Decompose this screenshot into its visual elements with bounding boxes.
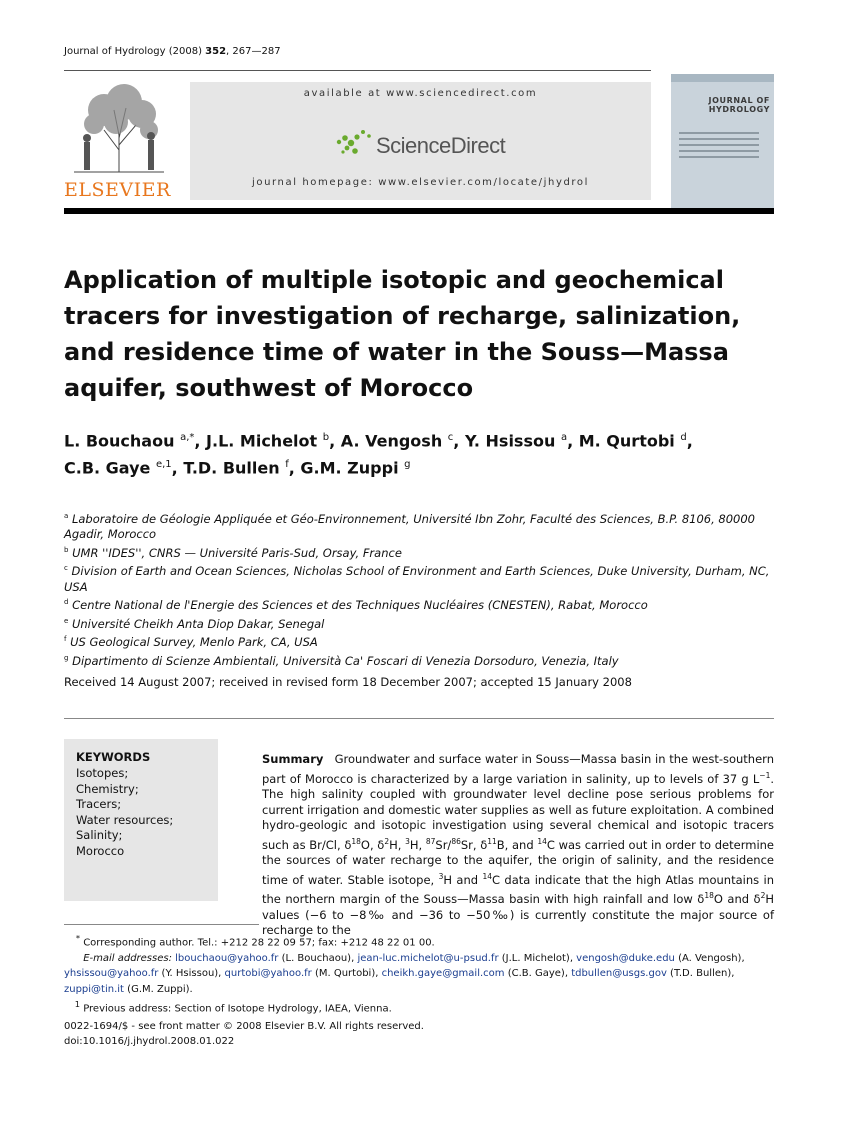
author: M. Qurtobi (578, 431, 675, 451)
author-affiliation-mark: c (447, 432, 454, 443)
cover-top-band (671, 74, 774, 82)
keywords-heading: KEYWORDS (76, 750, 151, 764)
journal-reference (64, 46, 281, 57)
previous-address-note: $^1$ Previous address: Section of Isotope Hydrology, IAEA, Vienna. (74, 998, 392, 1015)
email-link[interactable]: tdbullen@usgs.gov (571, 968, 667, 980)
author: A. Vengosh (340, 431, 443, 451)
footnote-divider (64, 924, 259, 925)
author-affiliation-mark: d (680, 432, 687, 443)
email-link[interactable]: zuppi@tin.it (64, 983, 124, 995)
affiliation-list (64, 509, 774, 669)
author-affiliation-mark: a (560, 432, 568, 443)
abstract-divider (64, 718, 774, 719)
author-affiliation-mark: b (322, 432, 330, 443)
affiliation: $^a$ Laboratoire de Géologie Appliquée et Géo-Environnement, Université Ibn Zohr, Faculté des Sciences, B.P. 8106, 80000 Agadir, Morocco (64, 511, 755, 542)
copyright-block (64, 1019, 424, 1050)
sciencedirect-banner (190, 82, 651, 200)
journal-cover-image (671, 74, 774, 209)
summary-label: Summary (262, 752, 324, 766)
author-affiliation-mark: e,1 (155, 459, 172, 471)
journal-volume: 352 (205, 46, 227, 57)
keyword: Water resources; (76, 812, 174, 827)
journal-homepage-text: journal homepage: www.elsevier.com/locate/jhydrol (251, 177, 590, 188)
author: G.M. Zuppi (300, 458, 399, 478)
author-affiliation-mark: g (404, 459, 411, 471)
author-affiliation-mark: a,* (180, 432, 195, 443)
email-link[interactable]: qurtobi@yahoo.fr (224, 968, 312, 980)
top-divider (64, 70, 651, 71)
author: L. Bouchaou (64, 431, 175, 451)
elsevier-wordmark: ELSEVIER (64, 179, 171, 201)
email-link[interactable]: jean-luc.michelot@u-psud.fr (357, 952, 499, 964)
keyword: Salinity; (76, 828, 123, 843)
keyword: Tracers; (76, 797, 122, 812)
elsevier-tree-logo (64, 80, 174, 176)
doi-line: doi:10.1016/j.jhydrol.2008.01.022 (64, 1036, 235, 1048)
author: J.L. Michelot (206, 431, 318, 451)
copyright-line: 0022-1694/$ - see front matter © 2008 Elsevier B.V. All rights reserved. (64, 1021, 424, 1032)
keyword: Morocco (76, 843, 125, 858)
keywords-list (76, 766, 173, 860)
email-link[interactable]: lbouchaou@yahoo.fr (175, 952, 279, 964)
corresponding-author-note: * Corresponding author. Tel.: +212 28 22 09 57; fax: +212 48 22 01 00. (75, 933, 435, 949)
footnotes (64, 931, 774, 1017)
affiliation: $^b$ UMR ''IDES'', CNRS — Université Paris-Sud, Orsay, France (64, 545, 402, 560)
article-title: Application of multiple isotopic and geochemical tracers for investigation of recharge, salinization, and residence time of water in the Souss—Massa aquifer, southwest of Morocco (64, 266, 741, 402)
author: Y. Hsissou (464, 431, 556, 451)
keyword: Chemistry; (76, 781, 139, 796)
available-at-text: available at www.sciencedirect.com (303, 88, 538, 99)
email-link[interactable]: yhsissou@yahoo.fr (64, 968, 159, 980)
journal-pages: , 267—287 (226, 46, 281, 57)
affiliation: $^f$ US Geological Survey, Menlo Park, CA, USA (64, 635, 318, 650)
author-list: L. Bouchaou $^{a,*}$, J.L. Michelot $^b$, A. Vengosh $^c$, Y. Hsissou $^a$, M. Qurtobi $^d$, C.B. Gaye $^{e,1}$, T.D. Bullen $^f$, G.M. Zuppi $^g$ (64, 431, 693, 478)
sciencedirect-logo-text: ScienceDirect (376, 133, 506, 158)
affiliation: $^d$ Centre National de l'Energie des Sciences et des Techniques Nucléaires (CNESTEN), Rabat, Morocco (64, 598, 648, 613)
journal-name: Journal of Hydrology (2008) (64, 46, 202, 57)
keyword: Isotopes; (76, 766, 129, 780)
received-dates: Received 14 August 2007; received in revised form 18 December 2007; accepted 15 January 2008 (64, 675, 632, 689)
author: C.B. Gaye (64, 458, 151, 478)
author: T.D. Bullen (183, 458, 280, 478)
cover-title (677, 96, 774, 114)
cover-title-line-2: HYDROLOGY (708, 105, 770, 114)
cover-title-line-1: JOURNAL OF (708, 96, 770, 105)
affiliation: $^g$ Dipartimento di Scienze Ambientali, Università Ca' Foscari di Venezia Dorsoduro, Venezia, Italy (64, 653, 619, 668)
email-link[interactable]: cheikh.gaye@gmail.com (381, 968, 505, 980)
email-link[interactable]: vengosh@duke.edu (576, 952, 675, 964)
affiliation: $^c$ Division of Earth and Ocean Sciences, Nicholas School of Environment and Earth Sciences, Duke University, Durham, NC, USA (64, 564, 770, 594)
cover-text-lines (679, 132, 759, 162)
author-affiliation-mark: f (285, 459, 289, 471)
affiliation: $^e$ Université Cheikh Anta Diop Dakar, Senegal (64, 616, 325, 631)
keywords-box (64, 739, 218, 901)
email-addresses: E-mail addresses: lbouchaou@yahoo.fr (L. Bouchaou), jean-luc.michelot@u-psud.fr (J.L. Michelot), vengosh@duke.edu (A. Vengosh), yhsissou@yahoo.fr (Y. Hsissou), qurtobi@yahoo.fr (M. Qurtobi), cheikh.gaye@gmail.com (C.B. Gaye), tdbullen@usgs.gov (T.D. Bullen), zuppi@tin.it (G.M. Zuppi). (64, 952, 745, 995)
header-thick-divider (64, 208, 774, 214)
abstract-summary: Summary Groundwater and surface water in Souss—Massa basin in the west-southern part of Morocco is characterized by a large variation in salinity, up to levels of 37 g $L^{-1}$. The high salinity coupled with groundwater level decline pose serious problems for current irrigation and domestic water supplies as well as future exploitation. A combined hydro-geologic and isotopic investigation using several chemical and isotopic tracers such as Br/Cl, $\delta^{18}O$, $\delta^2H$, $^3$H, $^{87}$Sr/$^{86}$Sr, $\delta^{11}B$, and $^{14}$C was carried out in order to determine the sources of water recharge to the aquifer, the origin of salinity, and the residence time of water. Stable isotope, $^3$H and $^{14}$C data indicate that the high Atlas mountains in the northern margin of the Souss—Massa basin with high rainfall and low $\delta^{18}O$ and $\delta^2H$ values (−6 to −8‰ and −36 to −50‰) is currently constitute the major source of recharge to the (262, 752, 775, 938)
